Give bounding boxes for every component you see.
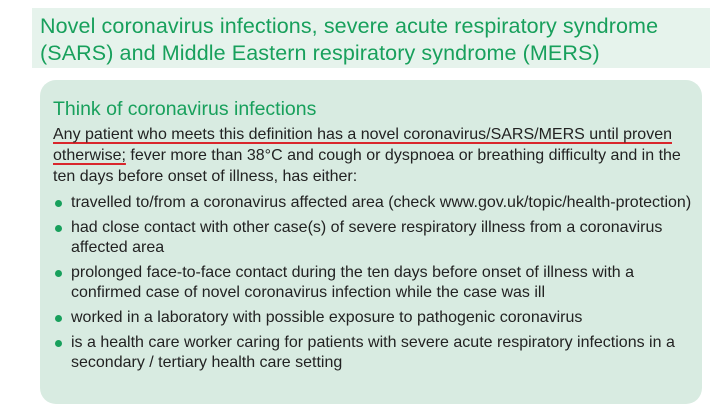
underlined-definition: Any patient who meets this definition has a novel coronavirus/SARS/MERS until proven otherwise; bbox=[53, 126, 672, 164]
definition-paragraph bbox=[53, 124, 703, 187]
list-item bbox=[53, 193, 703, 213]
list-item-text: worked in a laboratory with possible exposure to pathogenic coronavirus bbox=[71, 309, 583, 326]
list-item-text: travelled to/from a coronavirus affected area (check www.gov.uk/topic/health-protection) bbox=[71, 194, 692, 211]
list-item bbox=[53, 308, 703, 328]
section-title-line-2: (SARS) and Middle Eastern respiratory syndrome (MERS) bbox=[40, 41, 600, 65]
bullet-dot-icon bbox=[55, 225, 62, 232]
definition-panel bbox=[40, 80, 702, 404]
bullet-dot-icon bbox=[55, 340, 62, 347]
bullet-dot-icon bbox=[55, 315, 62, 322]
panel-heading: Think of coronavirus infections bbox=[53, 98, 317, 120]
list-item bbox=[53, 333, 703, 373]
section-title bbox=[40, 13, 710, 67]
list-item-text: prolonged face-to-face contact during the ten days before onset of illness with a confirmed case of novel coronavirus infection while the case was ill bbox=[71, 264, 635, 301]
list-item-text: is a health care worker caring for patients with severe acute respiratory infections in a secondary / tertiary health care setting bbox=[71, 334, 675, 371]
list-item bbox=[53, 263, 703, 303]
definition-rest: fever more than 38°C and cough or dyspnoea or breathing difficulty and in the ten days before onset of illness, has either: bbox=[53, 147, 681, 185]
list-item bbox=[53, 218, 703, 258]
section-header bbox=[32, 8, 710, 68]
criteria-list bbox=[53, 193, 702, 373]
bullet-dot-icon bbox=[55, 270, 62, 277]
bullet-dot-icon bbox=[55, 200, 62, 207]
section-title-line-1: Novel coronavirus infections, severe acute respiratory syndrome bbox=[40, 14, 659, 38]
list-item-text: had close contact with other case(s) of severe respiratory illness from a coronavirus affected area bbox=[71, 219, 663, 256]
